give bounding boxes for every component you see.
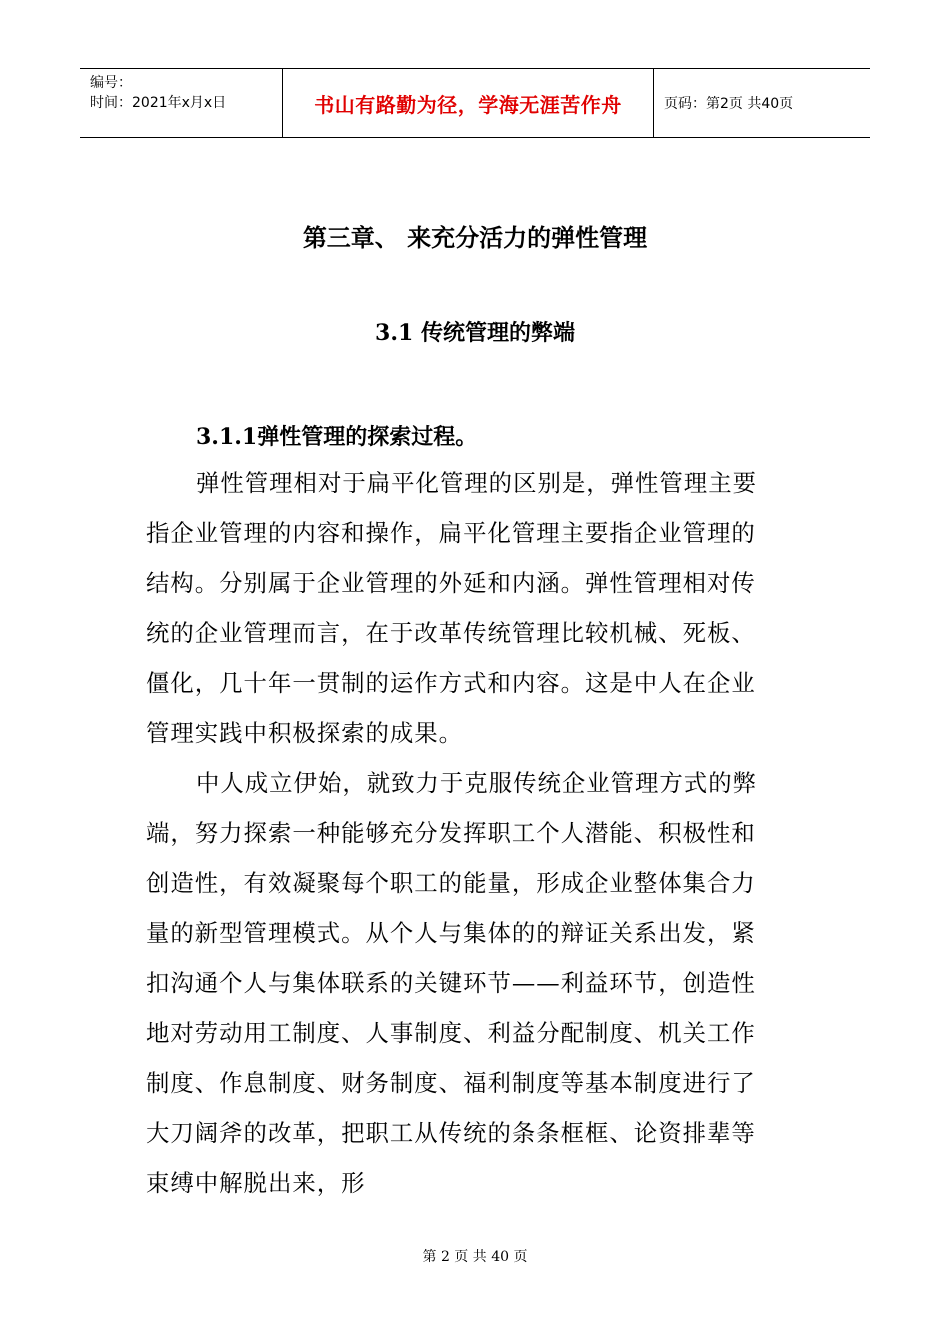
document-header [80,68,870,138]
section-title: 3.1 传统管理的弊端 [375,320,575,346]
header-page-info: 页码：第2页 共40页 [664,96,794,112]
header-meta [80,69,282,137]
document-number-label: 编号： [90,75,132,91]
document-date: 时间：2021年x月x日 [90,95,227,111]
paragraph: 中人成立伊始，就致力于克服传统企业管理方式的弊端，努力探索一种能够充分发挥职工个人潜能、积极性和创造性，有效凝聚每个职工的能量，形成企业整体集合力量的新型管理模式。从个人与集体的的辩证关系出发，紧扣沟通个人与集体联系的关键环节——利益环节，创造性地对劳动用工制度、人事制度、利益分配制度、机关工作制度、作息制度、财务制度、福利制度等基本制度进行了大刀阔斧的改革，把职工从传统的条条框框、论资排辈等束缚中解脱出来，形 [146,769,757,1197]
subsection-title: 3.1.1弹性管理的探索过程。 [196,424,478,450]
body-text [146,458,762,1208]
page-footer: 第 2 页 共 40 页 [422,1249,528,1265]
chapter-title: 第三章、 来充分活力的弹性管理 [302,224,648,252]
header-motto: 书山有路勤为径，学海无涯苦作舟 [282,69,654,137]
paragraph: 弹性管理相对于扁平化管理的区别是，弹性管理主要指企业管理的内容和操作，扁平化管理主要指企业管理的结构。分别属于企业管理的外延和内涵。弹性管理相对传统的企业管理而言，在于改革传统管理比较机械、死板、僵化，几十年一贯制的运作方式和内容。这是中人在企业管理实践中积极探索的成果。 [146,469,757,747]
